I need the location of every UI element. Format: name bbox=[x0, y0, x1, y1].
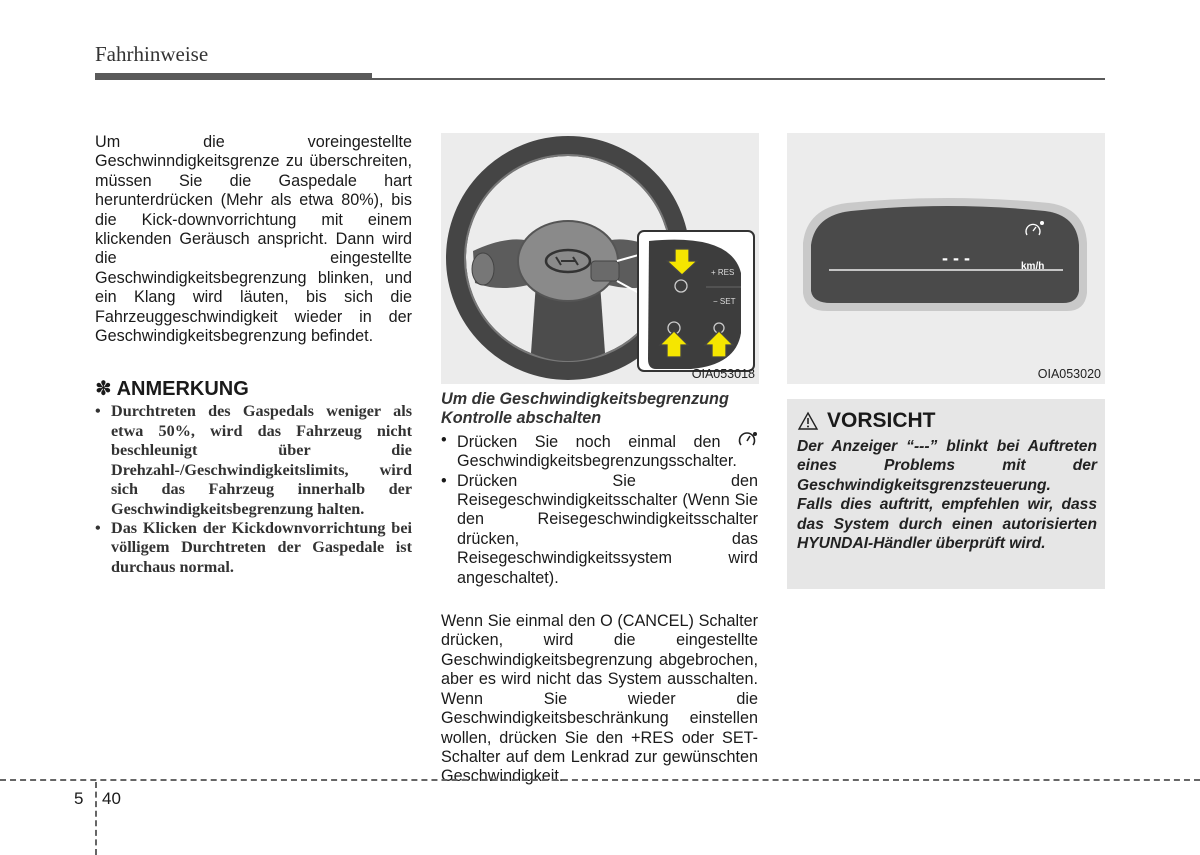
subsection-title: Um die Geschwindigkeitsbegrenzung Kontrolle abschalten bbox=[441, 390, 729, 428]
bullet: • bbox=[95, 518, 101, 537]
caution-title bbox=[797, 409, 936, 433]
note-list bbox=[95, 402, 412, 577]
page-number: 40 bbox=[102, 789, 121, 808]
list-item-text: Drücken Sie den Reisegeschwindigkeitsschalter (Wenn Sie den Reisegeschwindigkeitsschalter drücken, das Reisegeschwindigkeitssystem wird angeschaltet). bbox=[457, 471, 758, 587]
section-title: Fahrhinweise bbox=[95, 42, 209, 66]
warning-triangle-icon bbox=[797, 411, 819, 431]
note-title: ✽ ANMERKUNG bbox=[95, 378, 249, 401]
set-label: − SET bbox=[713, 297, 736, 306]
footer-rule bbox=[0, 779, 1200, 781]
bullet: • bbox=[441, 471, 447, 490]
steering-wheel-figure bbox=[441, 133, 759, 384]
speed-unit: km/h bbox=[1021, 261, 1045, 272]
cluster-display-illustration bbox=[787, 133, 1105, 384]
note-item bbox=[95, 402, 412, 518]
instruction-list bbox=[441, 431, 758, 588]
bullet: • bbox=[95, 402, 101, 421]
list-item-text: Drücken Sie noch einmal den bbox=[457, 432, 721, 451]
list-item bbox=[441, 472, 758, 588]
note-item-text: Durchtreten des Gaspedals weniger als etwa 50%, wird das Fahrzeug nicht beschleunigt über die Drehzahl-/Geschwindigkeitslimits, wird sich das Fahrzeug innerhalb der Geschwindigkeitsbegrenzung halten. bbox=[111, 402, 412, 518]
speed-dashes: - - - bbox=[942, 248, 970, 268]
list-item-text: Geschwindigkeitsbegrenzungsschalter. bbox=[457, 452, 737, 471]
list-item bbox=[441, 431, 758, 472]
note-item bbox=[95, 519, 412, 577]
res-label: + RES bbox=[711, 268, 735, 277]
column-middle bbox=[441, 390, 758, 787]
figure-code: OIA053018 bbox=[691, 367, 755, 381]
cluster-display-figure bbox=[787, 133, 1105, 384]
caution-title-text: VORSICHT bbox=[827, 409, 936, 432]
header-rule-thick bbox=[95, 73, 372, 80]
header-rule-thin bbox=[372, 78, 1105, 80]
caution-body bbox=[797, 437, 1097, 553]
cancel-paragraph: Wenn Sie einmal den O (CANCEL) Schalter drücken, wird die eingestellte Geschwindigkeitsbegrenzung abgebrochen, aber es wird nicht das System ausschalten. Wenn Sie wieder die Geschwindigkeitsbeschränkung einstellen wollen, drücken Sie den +RES oder SET-Schalter auf dem Lenkrad zur gewünschten Geschwindigkeit. bbox=[441, 612, 758, 786]
figure-code: OIA053020 bbox=[1037, 367, 1101, 381]
caution-box bbox=[787, 399, 1105, 589]
speed-limiter-icon bbox=[738, 431, 758, 449]
caution-paragraph: Falls dies auftritt, empfehlen wir, dass das System durch einen autorisierten HYUNDAI-Händler überprüft wird. bbox=[797, 496, 1097, 553]
note-item-text: Das Klicken der Kickdownvorrichtung bei völligem Durchtreten der Gaspedale ist durchaus normal. bbox=[111, 518, 412, 576]
caution-paragraph: Der Anzeiger “---” blinkt bei Auftreten eines Problems mit der Geschwindigkeitsgrenzsteuerung. bbox=[797, 438, 1097, 494]
bullet: • bbox=[441, 430, 447, 449]
footer-vertical-rule bbox=[95, 782, 97, 855]
steering-wheel-illustration bbox=[441, 133, 759, 384]
chapter-number: 5 bbox=[74, 789, 84, 808]
intro-paragraph: Um die voreingestellte Geschwinndigkeitsgrenze zu überschreiten, müssen Sie die Gaspedale hart herunterdrücken (Mehr als etwa 80%), bis die Kick-downvorrichtung mit einem klickenden Geräusch anspricht. Dann wird die eingestellte Geschwindigkeitsbegrenzung blinken, und ein Klang wird läuten, bis sich die Fahrzeuggeschwindigkeit wieder in der Geschwindigkeitsbegrenzung befindet. bbox=[95, 133, 412, 346]
column-left bbox=[95, 133, 412, 577]
